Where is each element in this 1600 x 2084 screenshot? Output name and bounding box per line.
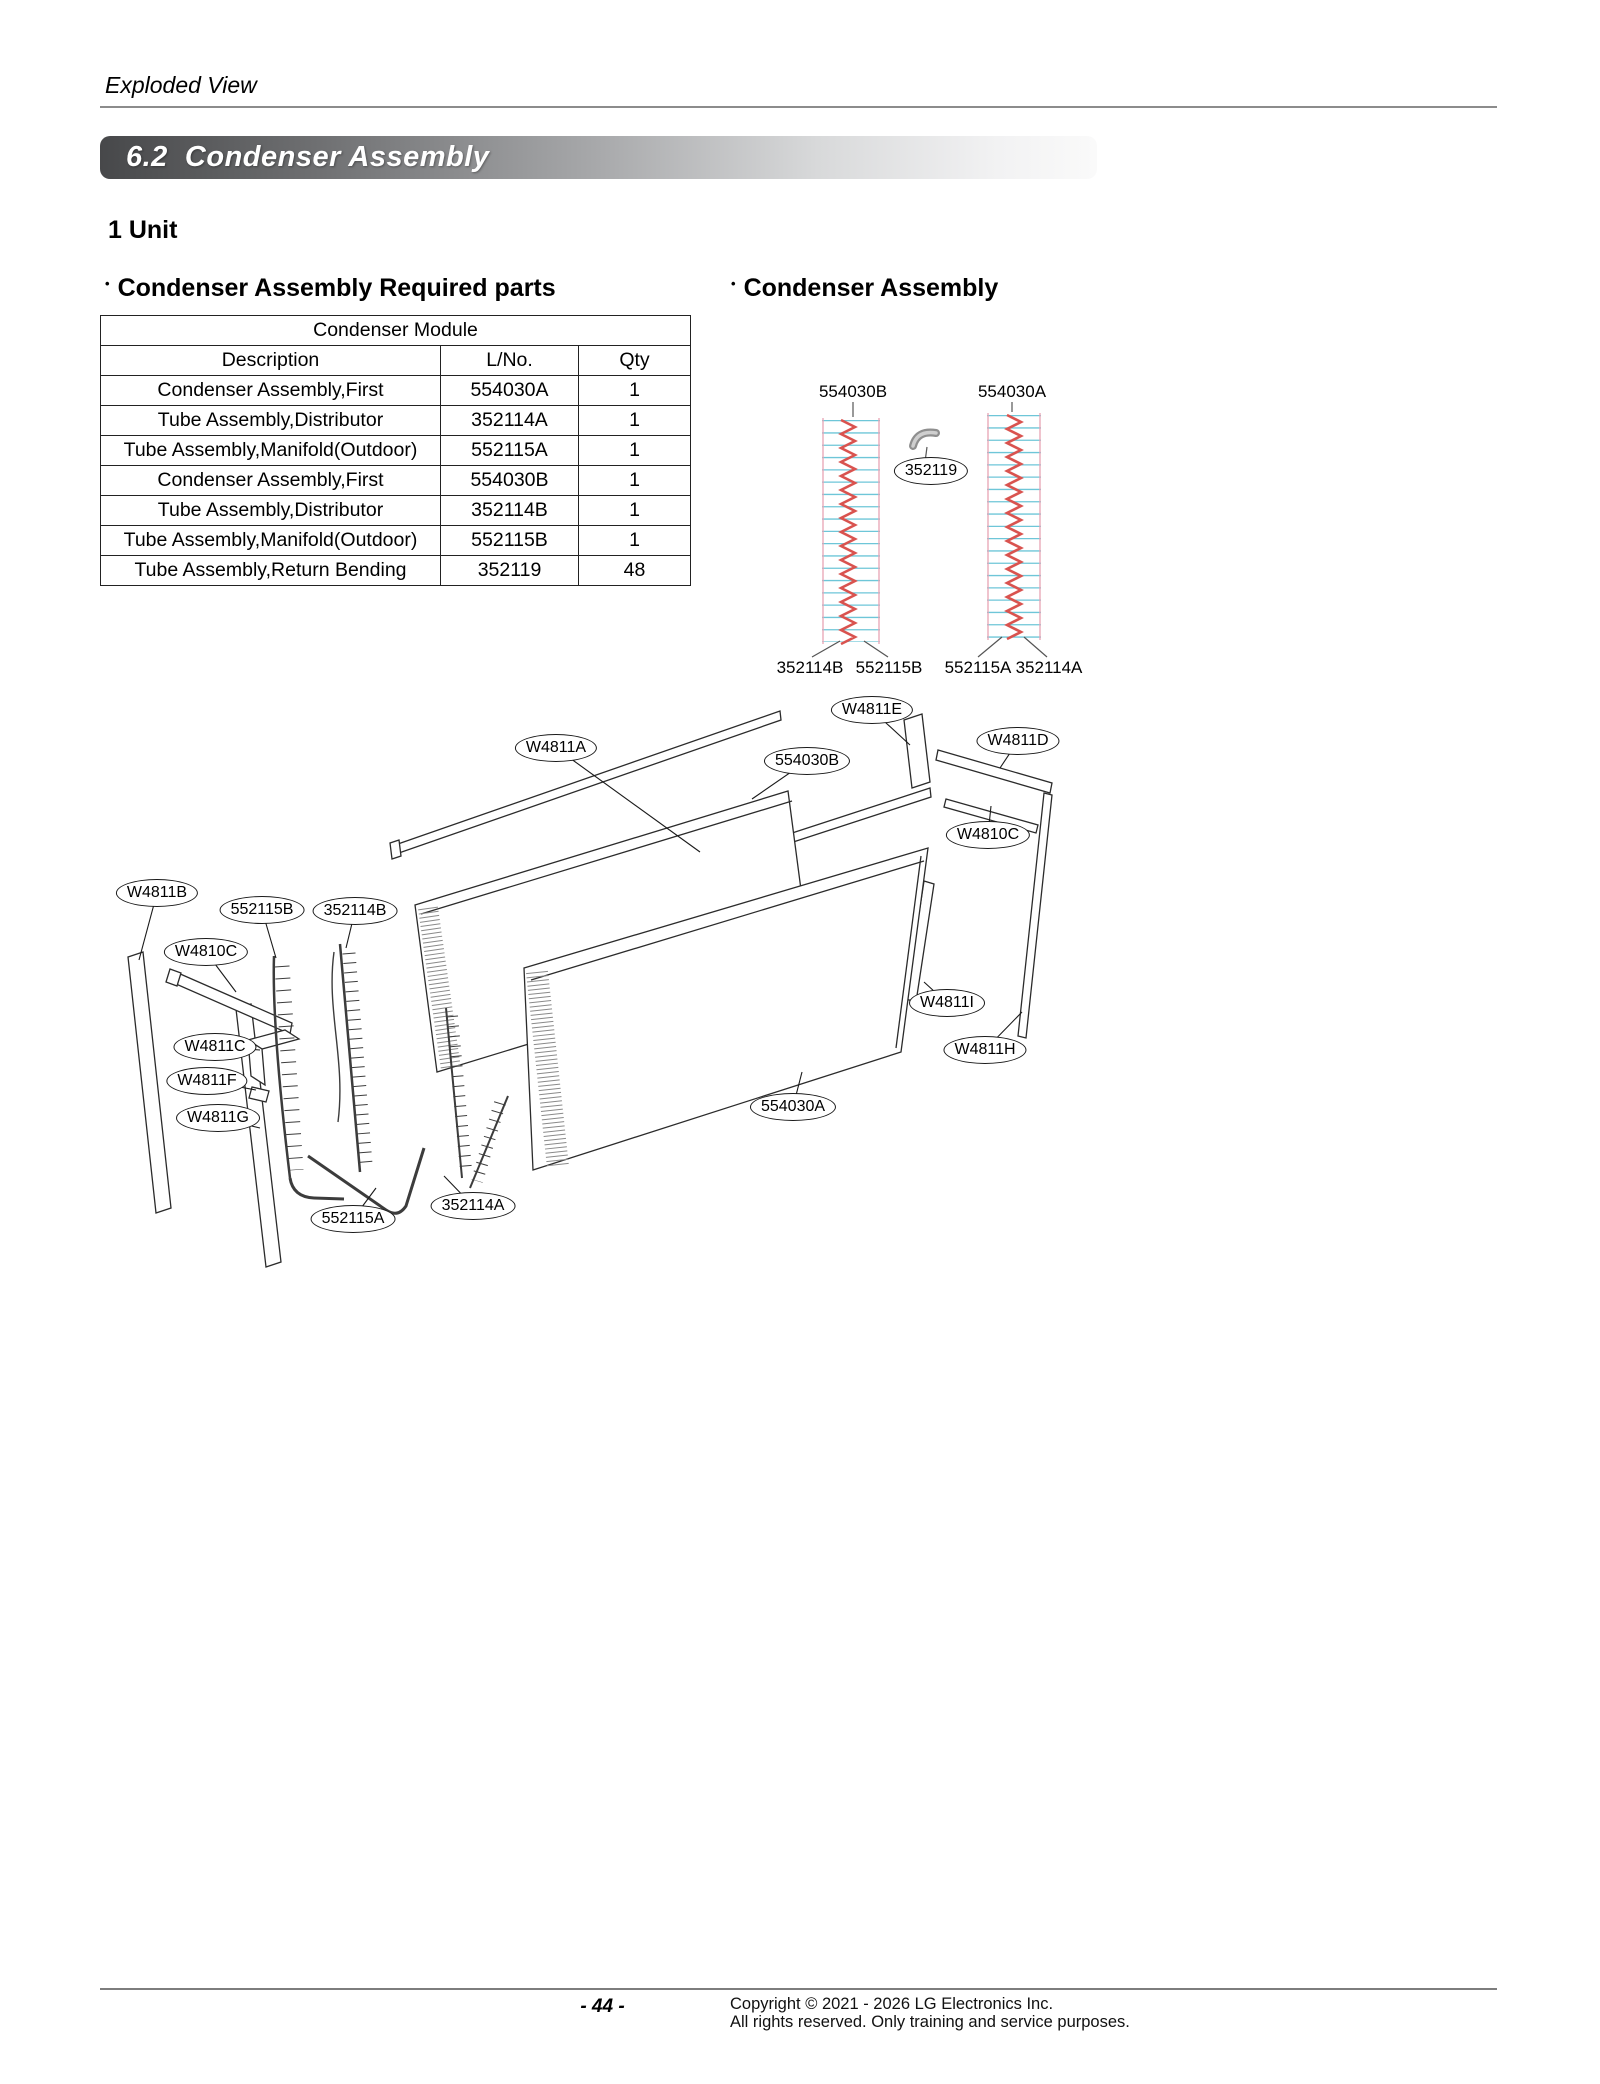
- callout-552115a: 552115A: [311, 1205, 396, 1233]
- cell-lno: 552115B: [441, 526, 579, 556]
- right-subtitle-text: Condenser Assembly: [743, 274, 999, 302]
- cell-qty: 48: [579, 556, 691, 586]
- table-row: [101, 376, 691, 406]
- callout-554030b: 554030B: [764, 747, 850, 775]
- cell-qty: 1: [579, 466, 691, 496]
- bracket-w4811e: [904, 714, 930, 788]
- cell-description: Tube Assembly,Distributor: [101, 406, 441, 436]
- section-title-bar: [100, 136, 1097, 179]
- coil-label-352114a: 352114A: [1015, 658, 1083, 677]
- cell-lno: 554030B: [441, 466, 579, 496]
- unit-heading: 1 Unit: [108, 216, 178, 244]
- bar-w4811b: [128, 952, 171, 1213]
- callout-554030a: 554030A: [750, 1093, 836, 1121]
- coil-label-554030a: 554030A: [977, 382, 1047, 401]
- table-title: Condenser Module: [101, 316, 691, 346]
- cell-lno: 552115A: [441, 436, 579, 466]
- callout-w4811b: W4811B: [116, 879, 198, 907]
- cell-description: Tube Assembly,Manifold(Outdoor): [101, 526, 441, 556]
- callout-w4810c-right: W4810C: [946, 821, 1030, 849]
- parts-table: [100, 315, 691, 586]
- callout-352114b: 352114B: [313, 897, 398, 925]
- right-subtitle: [731, 274, 998, 303]
- callout-w4811a: W4811A: [515, 734, 597, 762]
- callout-w4811h: W4811H: [943, 1036, 1026, 1064]
- table-row: [101, 406, 691, 436]
- table-row: [101, 526, 691, 556]
- cell-qty: 1: [579, 376, 691, 406]
- col-description: Description: [101, 346, 441, 376]
- cell-qty: 1: [579, 496, 691, 526]
- table-title-row: [101, 316, 691, 346]
- callout-w4810c-left: W4810C: [164, 938, 248, 966]
- cell-description: Tube Assembly,Return Bending: [101, 556, 441, 586]
- callout-w4811f: W4811F: [166, 1067, 247, 1095]
- cell-lno: 554030A: [441, 376, 579, 406]
- table-header-row: [101, 346, 691, 376]
- cell-description: Tube Assembly,Distributor: [101, 496, 441, 526]
- copyright-line2: All rights reserved. Only training and service purposes.: [730, 2013, 1130, 2031]
- coil-label-552115b: 552115B: [855, 658, 923, 677]
- cell-qty: 1: [579, 526, 691, 556]
- coil-label-554030b: 554030B: [818, 382, 888, 401]
- footer-rule: [100, 1988, 1497, 1990]
- cell-description: Condenser Assembly,First: [101, 376, 441, 406]
- coil-label-352114b: 352114B: [776, 658, 844, 677]
- cell-qty: 1: [579, 406, 691, 436]
- table-row: [101, 496, 691, 526]
- bullet-icon: •: [105, 276, 110, 291]
- cell-description: Tube Assembly,Manifold(Outdoor): [101, 436, 441, 466]
- section-title: 6.2 Condenser Assembly: [126, 141, 490, 173]
- callout-w4811i: W4811I: [909, 989, 985, 1017]
- callout-352114a: 352114A: [431, 1192, 516, 1220]
- bracket-w4811d: [936, 750, 1052, 793]
- exploded-drawing: [128, 711, 1052, 1267]
- left-subtitle: [105, 274, 556, 303]
- left-subtitle-text: Condenser Assembly Required parts: [117, 274, 556, 302]
- coil-unit-right: [988, 413, 1040, 640]
- callout-552115b: 552115B: [220, 896, 305, 924]
- distributor-352114a: [470, 1096, 508, 1188]
- callout-w4811c: W4811C: [173, 1033, 256, 1061]
- coil-unit-left: [823, 418, 879, 644]
- manifold-552115a: [308, 1148, 424, 1213]
- manifold-552115b: [274, 956, 290, 1178]
- header-rule: [100, 106, 1497, 108]
- cell-description: Condenser Assembly,First: [101, 466, 441, 496]
- col-lno: L/No.: [441, 346, 579, 376]
- callout-w4811g: W4811G: [176, 1104, 260, 1132]
- running-header: Exploded View: [105, 72, 257, 98]
- cell-qty: 1: [579, 436, 691, 466]
- callout-w4811e: W4811E: [831, 696, 913, 724]
- cell-lno: 352119: [441, 556, 579, 586]
- page-number: - 44 -: [580, 1996, 625, 2017]
- copyright-line1: Copyright © 2021 - 2026 LG Electronics Inc.: [730, 1995, 1054, 2013]
- callout-352119: 352119: [894, 457, 968, 485]
- callout-w4811d: W4811D: [976, 727, 1059, 755]
- table-row: [101, 466, 691, 496]
- col-qty: Qty: [579, 346, 691, 376]
- table-row: [101, 556, 691, 586]
- bullet-icon: •: [731, 276, 736, 291]
- coil-label-552115a: 552115A: [944, 658, 1012, 677]
- cell-lno: 352114B: [441, 496, 579, 526]
- copyright: [730, 1995, 1130, 2031]
- table-row: [101, 436, 691, 466]
- elbow-tube-icon: [913, 433, 936, 446]
- cell-lno: 352114A: [441, 406, 579, 436]
